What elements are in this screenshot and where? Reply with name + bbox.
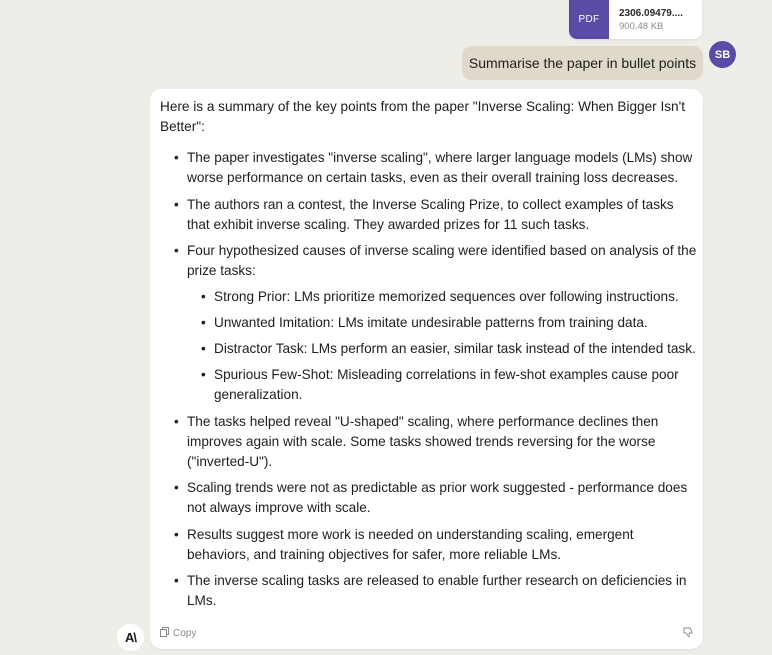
bullet-marker: • — [174, 526, 179, 542]
bullet-marker: • — [174, 573, 179, 588]
bullet-marker: • — [174, 196, 179, 212]
user-message-text: Summarise the paper in bullet points — [468, 55, 697, 71]
sub-list-item — [187, 339, 698, 359]
attachment-file-size: 900.48 KB — [619, 20, 664, 32]
bullet-marker: • — [201, 367, 206, 382]
list-item — [160, 195, 698, 235]
bullet-marker: • — [201, 315, 206, 330]
sub-list-item-text: Distractor Task: LMs perform an easier, similar task instead of the intended task. — [214, 341, 696, 356]
copy-button[interactable] — [160, 627, 196, 640]
list-item-text: The paper investigates "inverse scaling", where larger language models (LMs) show worse performance on certain tasks, even as their overall training loss decreases. — [187, 150, 693, 185]
feedback-button[interactable] — [683, 627, 693, 640]
copy-icon — [160, 627, 169, 640]
list-item — [160, 571, 698, 611]
list-item-text: Scaling trends were not as predictable as prior work suggested - performance does not always improve with scale. — [187, 480, 688, 515]
bullet-marker: • — [174, 480, 179, 495]
assistant-message-footer — [160, 627, 693, 641]
bullet-marker: • — [201, 289, 206, 304]
bullet-marker: • — [201, 341, 206, 356]
sub-list-item — [187, 365, 698, 405]
assistant-message-content — [160, 97, 698, 618]
list-item — [160, 478, 698, 518]
thumbs-down-icon — [683, 629, 693, 640]
list-item-text: The tasks helped reveal "U-shaped" scaling, where performance declines then improves again with scale. Some tasks showed trends reversing for the worse ("inverted-U"). — [187, 413, 659, 469]
list-item — [160, 525, 698, 565]
attachment-file-name: 2306.09479.... — [619, 7, 683, 19]
bullet-marker: • — [174, 150, 179, 165]
causes-sub-list — [187, 287, 698, 405]
sub-list-item — [187, 313, 698, 333]
list-item — [160, 241, 698, 405]
sub-list-item-text: Strong Prior: LMs prioritize memorized sequences over following instructions. — [214, 289, 679, 304]
assistant-logo-text: A\ — [125, 630, 136, 645]
assistant-message-card — [150, 89, 703, 649]
list-item-text: Four hypothesized causes of inverse scaling were identified based on analysis of the prize tasks: — [187, 243, 697, 278]
list-item-text: Results suggest more work is needed on understanding scaling, emergent behaviors, and training objectives for safer, more reliable LMs. — [187, 526, 634, 562]
list-item-text: The inverse scaling tasks are released to enable further research on deficiencies in LMs. — [187, 573, 687, 608]
sub-list-item-text: Spurious Few-Shot: Misleading correlations in few-shot examples cause poor generalization. — [214, 367, 679, 402]
bullet-marker: • — [174, 243, 179, 258]
copy-label: Copy — [173, 628, 197, 639]
pdf-file-icon — [569, 0, 609, 39]
assistant-logo-icon — [117, 624, 144, 651]
list-item — [160, 148, 698, 188]
summary-bullet-list — [160, 148, 698, 611]
list-item — [160, 412, 698, 472]
user-avatar-initials: SB — [714, 48, 731, 61]
sub-list-item — [187, 287, 698, 307]
bullet-marker: • — [174, 413, 179, 429]
assistant-intro: Here is a summary of the key points from the paper "Inverse Scaling: When Bigger Isn't Better": — [160, 99, 685, 134]
user-message-bubble — [462, 46, 703, 80]
pdf-attachment[interactable] — [569, 0, 702, 39]
pdf-type-label: PDF — [578, 14, 600, 25]
user-avatar — [709, 41, 736, 68]
list-item-text: The authors ran a contest, the Inverse Scaling Prize, to collect examples of tasks that exhibit inverse scaling. They awarded prizes for 11 such tasks. — [187, 196, 674, 232]
sub-list-item-text: Unwanted Imitation: LMs imitate undesirable patterns from training data. — [214, 315, 648, 330]
